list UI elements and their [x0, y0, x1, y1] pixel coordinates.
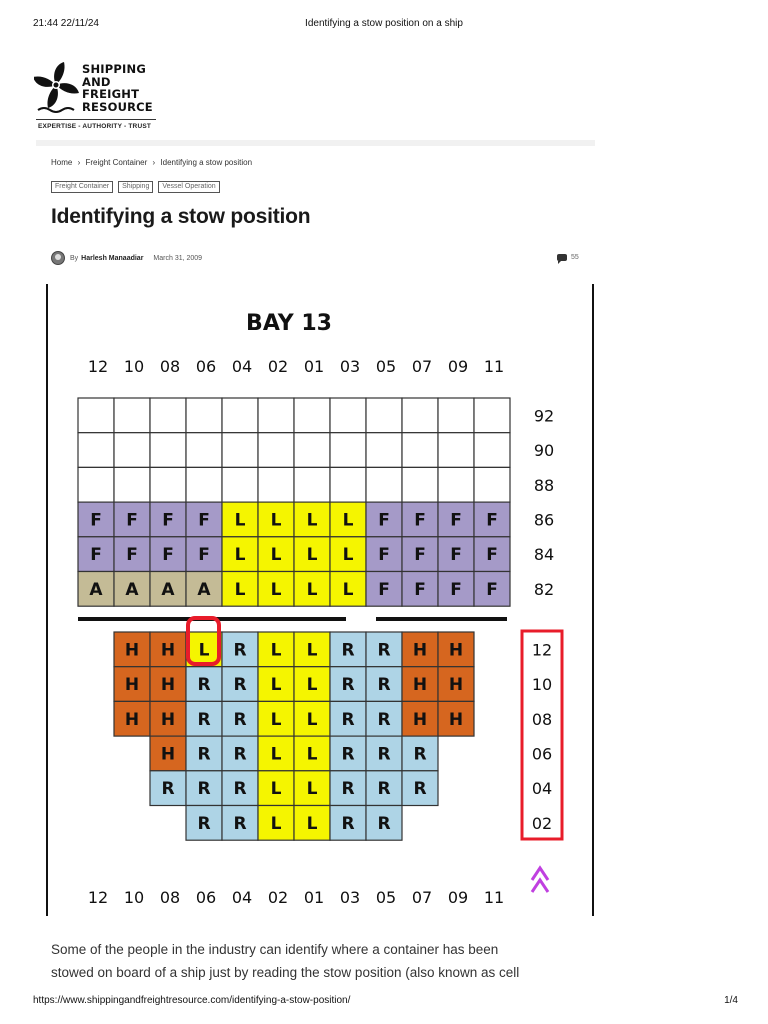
deck-cell	[114, 433, 150, 468]
deck-cell-label: F	[414, 579, 426, 600]
bay-plan-svg	[46, 284, 595, 916]
hold-cell-label: L	[270, 779, 282, 800]
deck-cell-label: L	[234, 579, 246, 600]
row-number-top: 12	[87, 357, 109, 376]
deck-cell	[114, 467, 150, 502]
hold-cell-label: R	[377, 709, 391, 730]
deck-cell-label: F	[486, 579, 498, 600]
article-byline	[51, 251, 202, 265]
deck-cell	[366, 467, 402, 502]
hold-cell-label: R	[233, 709, 247, 730]
deck-cell-label: L	[306, 545, 318, 566]
row-number-bottom: 02	[267, 888, 289, 907]
row-number-bottom: 10	[123, 888, 145, 907]
up-arrow-icon	[532, 880, 548, 892]
deck-cell-label: F	[162, 510, 174, 531]
deck-cell	[78, 467, 114, 502]
deck-cell-label: L	[342, 545, 354, 566]
header-divider	[36, 140, 595, 146]
breadcrumb-separator: ›	[152, 158, 156, 167]
deck-cell	[258, 467, 294, 502]
deck-cell-label: F	[126, 545, 138, 566]
deck-cell-label: L	[306, 579, 318, 600]
print-timestamp: 21:44 22/11/24	[33, 18, 99, 29]
row-number-top: 08	[159, 357, 181, 376]
deck-cell-label: F	[414, 545, 426, 566]
hold-cell-label: R	[341, 640, 355, 661]
deck-cell	[114, 398, 150, 433]
deck-cell	[294, 467, 330, 502]
hold-cell-label: R	[197, 744, 211, 765]
deck-cell	[330, 467, 366, 502]
deck-cell	[150, 433, 186, 468]
breadcrumb-freight-container[interactable]: Freight Container	[85, 158, 148, 167]
deck-cell-label: F	[378, 510, 390, 531]
deck-cell	[150, 398, 186, 433]
comment-icon	[557, 254, 567, 261]
hold-cell-label: R	[377, 744, 391, 765]
deck-cell	[258, 433, 294, 468]
row-number-top: 11	[483, 357, 505, 376]
hold-tier-label: 04	[531, 779, 553, 799]
row-number-bottom: 05	[375, 888, 397, 907]
breadcrumb-separator: ›	[77, 158, 81, 167]
bay-plan-diagram	[46, 284, 595, 916]
hold-tier-label: 06	[531, 744, 553, 764]
byline-by: By	[70, 254, 79, 262]
comment-count-link[interactable]	[557, 254, 579, 261]
hold-cell-label: R	[341, 675, 355, 696]
hold-cell-label: R	[233, 640, 247, 661]
hold-cell-label: L	[306, 813, 318, 834]
deck-cell-label: F	[198, 510, 210, 531]
hold-cell-label: R	[377, 640, 391, 661]
print-url: https://www.shippingandfreightresource.com/identifying-a-stow-position/	[33, 995, 351, 1006]
deck-tier-label: 88	[533, 475, 555, 495]
hold-cell-label: L	[198, 640, 210, 661]
hold-cell-label: L	[270, 813, 282, 834]
hold-cell-label: H	[448, 640, 464, 661]
hold-tier-label: 02	[531, 813, 553, 833]
hold-cell-label: H	[412, 709, 428, 730]
deck-cell	[474, 467, 510, 502]
article-title: Identifying a stow position	[51, 205, 311, 228]
body-line: Some of the people in the industry can identify where a container has been	[51, 942, 499, 957]
hold-cell-label: R	[377, 675, 391, 696]
row-number-bottom: 06	[195, 888, 217, 907]
hold-cell-label: R	[413, 744, 427, 765]
deck-cell	[330, 398, 366, 433]
tag-freight-container[interactable]: Freight Container	[51, 181, 113, 193]
breadcrumb-home[interactable]: Home	[51, 158, 73, 167]
category-tags	[51, 181, 220, 193]
row-number-top: 09	[447, 357, 469, 376]
hold-cell-label: H	[124, 640, 140, 661]
deck-tier-label: 86	[533, 510, 555, 530]
deck-cell	[402, 433, 438, 468]
article-body	[51, 938, 571, 984]
hold-cell-label: L	[270, 640, 282, 661]
hold-tier-label: 10	[531, 675, 553, 695]
row-number-top: 01	[303, 357, 325, 376]
row-number-bottom: 03	[339, 888, 361, 907]
deck-cell	[222, 398, 258, 433]
row-number-top: 06	[195, 357, 217, 376]
deck-cell	[402, 398, 438, 433]
deck-cell-label: F	[450, 579, 462, 600]
deck-cell	[474, 398, 510, 433]
deck-cell-label: F	[90, 510, 102, 531]
deck-cell	[78, 398, 114, 433]
print-page-title: Identifying a stow position on a ship	[305, 18, 463, 29]
comment-count: 55	[571, 254, 579, 261]
row-number-top: 04	[231, 357, 253, 376]
hold-cell-label: L	[306, 779, 318, 800]
deck-cell	[366, 398, 402, 433]
deck-cell-label: L	[342, 510, 354, 531]
row-number-bottom: 07	[411, 888, 433, 907]
deck-cell-label: A	[89, 579, 103, 600]
hold-cell-label: H	[448, 709, 464, 730]
author-avatar[interactable]	[51, 251, 65, 265]
hold-cell-label: L	[306, 675, 318, 696]
hold-cell-label: H	[160, 640, 176, 661]
breadcrumb	[51, 158, 255, 167]
hold-cell-label: R	[233, 813, 247, 834]
hold-cell-label: R	[161, 779, 175, 800]
row-number-top: 03	[339, 357, 361, 376]
hold-cell-label: R	[341, 779, 355, 800]
tag-vessel-operation[interactable]: Vessel Operation	[158, 181, 219, 193]
hold-cell-label: R	[197, 675, 211, 696]
hold-cell-label: R	[197, 813, 211, 834]
hold-cell-label: R	[233, 779, 247, 800]
hold-cell-label: H	[412, 640, 428, 661]
deck-cell	[186, 398, 222, 433]
deck-tier-label: 82	[533, 579, 555, 599]
bay-title: BAY 13	[246, 311, 332, 336]
deck-cell	[402, 467, 438, 502]
deck-cell	[366, 433, 402, 468]
logo-divider	[36, 119, 156, 120]
tag-shipping[interactable]: Shipping	[118, 181, 153, 193]
deck-cell	[438, 398, 474, 433]
row-number-bottom: 04	[231, 888, 253, 907]
hold-cell-label: R	[197, 779, 211, 800]
hold-cell-label: L	[306, 709, 318, 730]
deck-cell	[438, 467, 474, 502]
deck-cell-label: A	[125, 579, 139, 600]
breadcrumb-current: Identifying a stow position	[160, 158, 253, 167]
hold-cell-label: R	[377, 779, 391, 800]
hold-cell-label: L	[270, 675, 282, 696]
deck-cell-label: F	[162, 545, 174, 566]
hold-cell-label: H	[160, 675, 176, 696]
hold-cell-label: L	[306, 744, 318, 765]
deck-cell-label: L	[306, 510, 318, 531]
hatch-cover-right	[376, 617, 507, 621]
print-page-number: 1/4	[724, 995, 738, 1006]
body-line: stowed on board of a ship just by reading the stow position (also known as cell	[51, 965, 520, 980]
hold-cell-label: R	[341, 709, 355, 730]
deck-cell-label: A	[197, 579, 211, 600]
deck-cell	[438, 433, 474, 468]
deck-tier-label: 84	[533, 545, 555, 565]
hold-cell-label: H	[160, 744, 176, 765]
deck-cell	[474, 433, 510, 468]
hold-tier-label: 12	[531, 640, 553, 660]
row-number-bottom: 09	[447, 888, 469, 907]
row-number-bottom: 08	[159, 888, 181, 907]
hold-cell-label: H	[160, 709, 176, 730]
row-number-bottom: 11	[483, 888, 505, 907]
deck-cell-label: F	[486, 545, 498, 566]
hold-tier-highlight-box	[522, 631, 562, 839]
deck-cell-label: F	[126, 510, 138, 531]
deck-cell-label: L	[270, 510, 282, 531]
deck-cell-label: F	[378, 545, 390, 566]
hold-cell-label: H	[412, 675, 428, 696]
deck-cell-label: F	[378, 579, 390, 600]
hold-cell-label: H	[124, 675, 140, 696]
deck-cell	[186, 467, 222, 502]
site-logo[interactable]	[34, 58, 229, 136]
hold-cell-label: R	[233, 675, 247, 696]
deck-cell	[222, 467, 258, 502]
deck-cell	[330, 433, 366, 468]
hold-cell-label: R	[197, 709, 211, 730]
deck-cell-label: L	[342, 579, 354, 600]
author-name[interactable]: Harlesh Manaadiar	[81, 254, 144, 262]
propeller-logo-icon	[34, 58, 82, 116]
hold-cell-label: L	[270, 744, 282, 765]
hold-cell-label: R	[341, 744, 355, 765]
deck-cell	[258, 398, 294, 433]
deck-cell-label: L	[270, 579, 282, 600]
row-number-top: 10	[123, 357, 145, 376]
deck-cell	[78, 433, 114, 468]
hold-tier-label: 08	[531, 709, 553, 729]
deck-cell	[222, 433, 258, 468]
deck-cell-label: L	[234, 510, 246, 531]
hold-cell-label: L	[270, 709, 282, 730]
deck-cell	[294, 398, 330, 433]
deck-cell-label: F	[198, 545, 210, 566]
deck-cell-label: L	[270, 545, 282, 566]
row-number-top: 07	[411, 357, 433, 376]
hold-cell-label: H	[124, 709, 140, 730]
deck-cell	[150, 467, 186, 502]
hold-cell-label: R	[413, 779, 427, 800]
deck-cell-label: F	[450, 510, 462, 531]
row-number-bottom: 01	[303, 888, 325, 907]
deck-cell-label: F	[450, 545, 462, 566]
deck-cell	[294, 433, 330, 468]
deck-cell-label: F	[486, 510, 498, 531]
row-number-top: 02	[267, 357, 289, 376]
deck-tier-label: 92	[533, 406, 555, 426]
hold-cell-label: R	[377, 813, 391, 834]
hold-cell-label: H	[448, 675, 464, 696]
deck-tier-label: 90	[533, 441, 555, 461]
deck-cell-label: F	[414, 510, 426, 531]
deck-cell	[186, 433, 222, 468]
deck-cell-label: F	[90, 545, 102, 566]
deck-cell-label: A	[161, 579, 175, 600]
hold-cell-label: R	[233, 744, 247, 765]
hold-cell-label: L	[306, 640, 318, 661]
publish-date: March 31, 2009	[153, 254, 203, 262]
logo-wordmark: SHIPPING AND FREIGHT RESOURCE	[82, 62, 153, 114]
hold-cell-label: R	[341, 813, 355, 834]
logo-tagline: EXPERTISE - AUTHORITY - TRUST	[38, 123, 152, 130]
row-number-bottom: 12	[87, 888, 109, 907]
row-number-top: 05	[375, 357, 397, 376]
deck-cell-label: L	[234, 545, 246, 566]
